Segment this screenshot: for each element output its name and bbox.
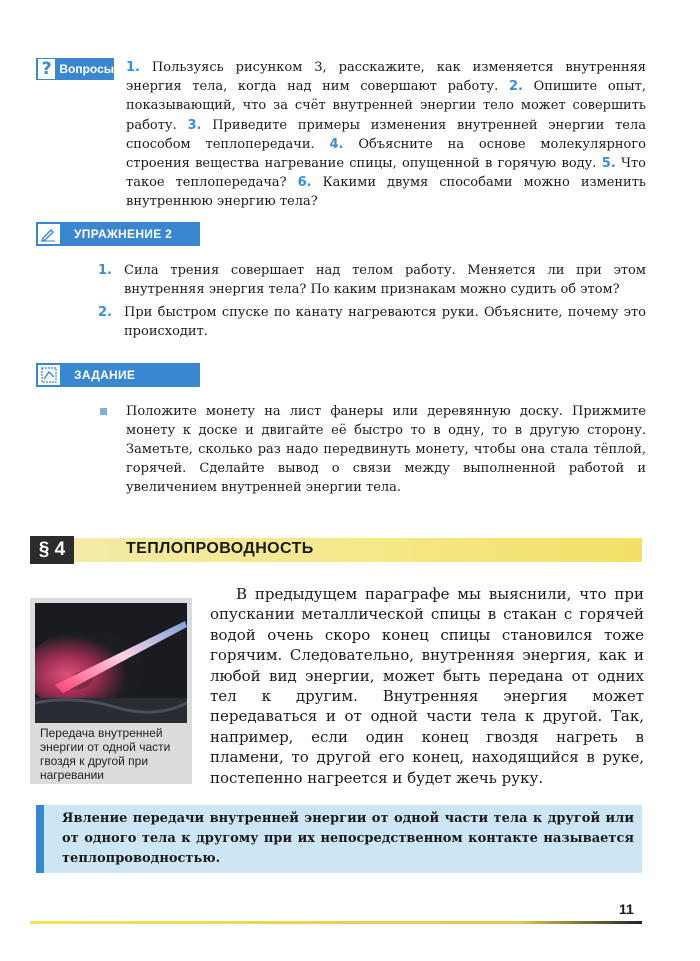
main-paragraph: В предыдущем параграфе мы выяснили, что при опускании металлической спицы в стакан с горячей водой очень скоро конец спицы становился тоже горячим. Следовательно, внутренняя энергия, как и любой вид энергии, может быть передана от одних тел к другим. Внутренняя энергия может передаваться и от одной части тела к другой. Так, например, если один конец гвоздя нагреть в пламени, то другой его конец, находящийся в руке, постепенно нагреется и будет жечь руку. bbox=[210, 585, 644, 787]
question-number: 3. bbox=[187, 117, 202, 133]
question-number: 1. bbox=[126, 60, 140, 75]
experiment-icon bbox=[36, 363, 62, 387]
paragraph-title: ТЕПЛОПРОВОДНОСТЬ bbox=[126, 540, 314, 557]
nail-in-flame-image bbox=[35, 603, 187, 723]
item-number: 2. bbox=[98, 305, 112, 320]
questions-badge bbox=[36, 58, 114, 80]
figure-caption: Передача внутренней энергии от одной части гвоздя к другой при нагревании bbox=[40, 726, 171, 782]
question-text: Приведите примеры изменения внутренней энергии тела способом теплопередачи. bbox=[126, 117, 646, 152]
question-number: 4. bbox=[329, 136, 344, 152]
task-title: ЗАДАНИЕ bbox=[74, 368, 136, 382]
question-text: Что такое теплопередача? bbox=[126, 156, 647, 191]
question-text: Объясните на основе молекулярного строения вещества нагревание спицы, опущенной в горячую воду. bbox=[126, 136, 646, 172]
question-number: 5. bbox=[601, 156, 616, 172]
definition-box bbox=[36, 805, 642, 873]
pencil-icon bbox=[36, 222, 62, 246]
question-text: Пользуясь рисунком 3, расскажите, как изменяется внутренняя энергия тела, когда над ним совершают работу. bbox=[126, 60, 646, 95]
exercise-title: УПРАЖНЕНИЕ 2 bbox=[74, 227, 173, 241]
list-item bbox=[100, 402, 646, 497]
paragraph-number: § 4 bbox=[30, 536, 74, 564]
question-number: 6. bbox=[297, 175, 312, 191]
figure bbox=[30, 598, 192, 784]
main-text bbox=[210, 584, 644, 788]
definition-text: Явление передачи внутренней энергии от одной части тела к другой или от одного тела к другому при их непосредственном контакте называется теплопроводностью. bbox=[62, 811, 634, 866]
questions-text bbox=[126, 58, 646, 212]
task-header bbox=[36, 363, 200, 387]
question-text: Какими двумя способами можно изменить внутреннюю энергию тела? bbox=[126, 175, 646, 210]
footer-line bbox=[30, 921, 642, 924]
list-item bbox=[98, 303, 646, 341]
task-text: Положите монету на лист фанеры или деревянную доску. Прижмите монету к доске и двигайте её быстро то в одну, то в другую сторону. Заметьте, сколько раз надо передвинуть монету, чтобы она стала тёплой, горячей. Сделайте вывод о связи между выполненной работой и увеличением внутренней энергии тела. bbox=[126, 404, 646, 495]
item-number: 1. bbox=[98, 263, 112, 278]
exercise-header bbox=[36, 222, 200, 246]
item-text: При быстром спуске по канату нагреваются руки. Объясните, почему это происходит. bbox=[124, 305, 646, 339]
paragraph-header bbox=[30, 536, 642, 564]
questions-label: Вопросы bbox=[59, 62, 114, 76]
item-text: Сила трения совершает над телом работу. Меняется ли при этом внутренняя энергия тела? По каким признакам можно судить об этом? bbox=[124, 263, 646, 297]
task-list bbox=[120, 402, 646, 501]
question-number: 2. bbox=[508, 79, 523, 95]
question-text: Опишите опыт, показывающий, что за счёт внутренней энергии тело может совершить работу. bbox=[126, 79, 646, 133]
question-mark-icon: ? bbox=[38, 59, 55, 79]
exercise-list bbox=[98, 261, 646, 345]
page-number: 11 bbox=[619, 901, 634, 917]
list-item bbox=[98, 261, 646, 299]
bullet-icon bbox=[100, 408, 107, 415]
